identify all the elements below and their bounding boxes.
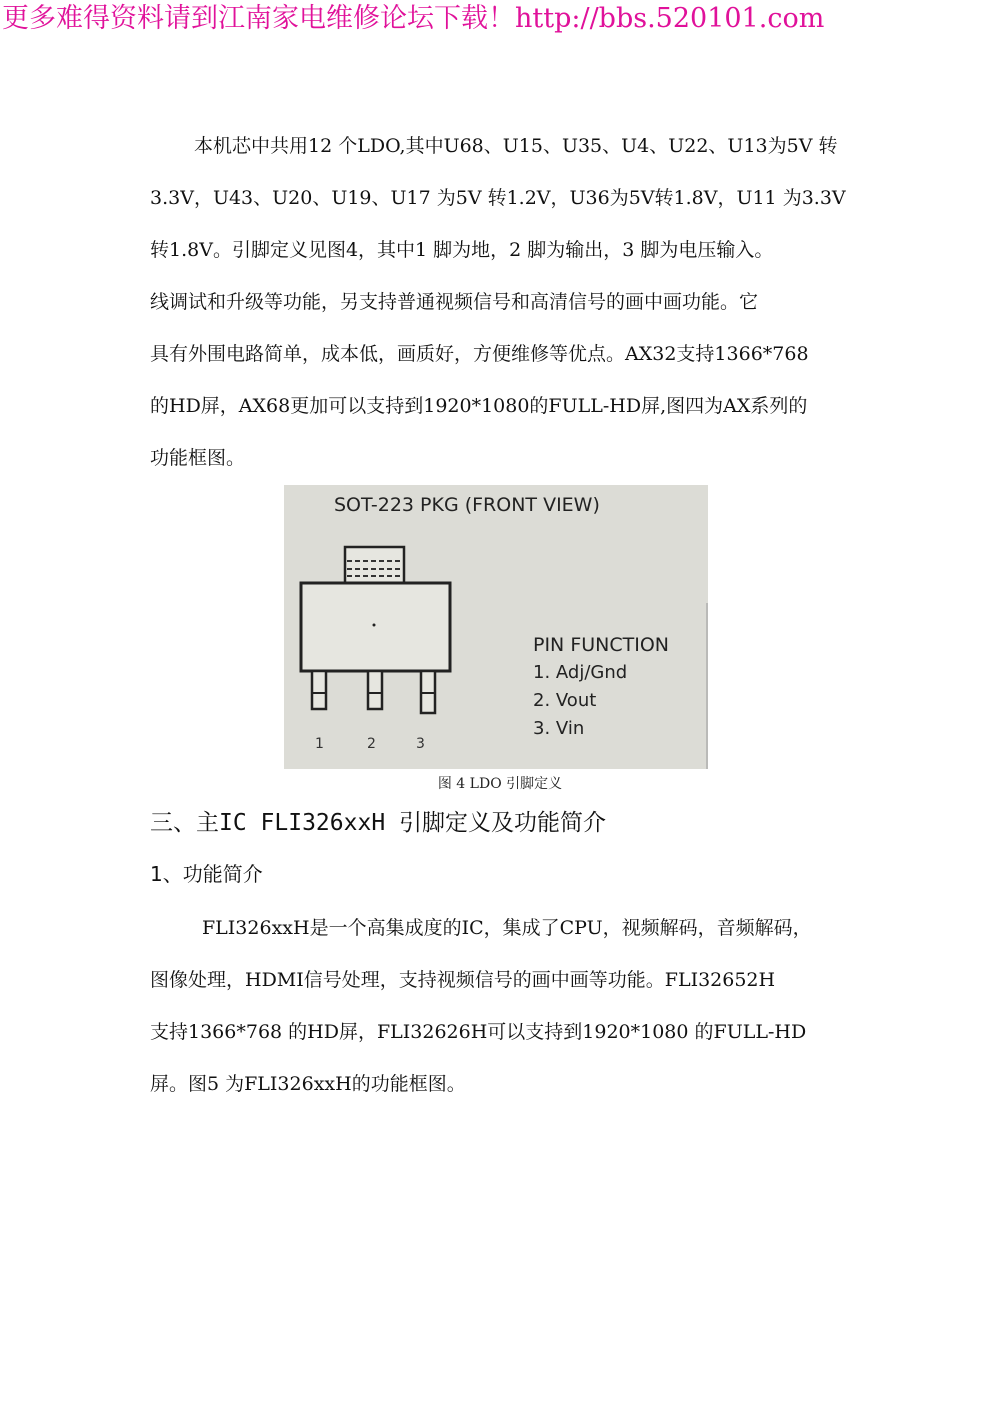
- function-line: 支持1366*768 的HD屏，FLI32626H可以支持到1920*1080 的FULL-HD: [150, 1021, 807, 1043]
- section-heading: 三、主IC FLI326xxH 引脚定义及功能简介: [150, 810, 607, 836]
- sot223-pinout-figure: [284, 485, 708, 769]
- package-tab: [345, 547, 404, 583]
- function-intro-paragraph: [150, 902, 850, 1110]
- sub-heading: 1、功能简介: [150, 862, 263, 886]
- pin-function-1: 1. Adj/Gnd: [533, 662, 628, 683]
- body-dot: [373, 624, 376, 627]
- function-line: 屏。图5 为FLI326xxH的功能框图。: [150, 1073, 466, 1095]
- intro-line: 转1.8V。引脚定义见图4，其中1 脚为地，2 脚为输出，3 脚为电压输入。: [150, 239, 774, 261]
- package-body: [301, 583, 450, 671]
- pin-number-1: 1: [315, 736, 324, 752]
- intro-line: 线调试和升级等功能，另支持普通视频信号和高清信号的画中画功能。它: [150, 291, 759, 313]
- function-line: 图像处理，HDMI信号处理，支持视频信号的画中画等功能。FLI32652H: [150, 969, 776, 991]
- watermark-banner: 更多难得资料请到江南家电维修论坛下载！http://bbs.520101.com: [2, 3, 825, 34]
- intro-paragraph: [150, 120, 850, 484]
- figure-title: SOT-223 PKG (FRONT VIEW): [334, 494, 600, 516]
- pin-function-label: PIN FUNCTION: [533, 634, 670, 656]
- pin-function-3: 3. Vin: [533, 718, 585, 739]
- function-line: FLI326xxH是一个高集成度的IC，集成了CPU，视频解码，音频解码，: [202, 917, 812, 939]
- intro-line: 的HD屏，AX68更加可以支持到1920*1080的FULL-HD屏,图四为AX系列的: [150, 395, 808, 417]
- sot223-diagram: [284, 485, 708, 769]
- intro-line: 本机芯中共用12 个LDO,其中U68、U15、U35、U4、U22、U13为5V 转: [194, 135, 838, 157]
- intro-line: 3.3V，U43、U20、U19、U17 为5V 转1.2V，U36为5V转1.8V，U11 为3.3V: [150, 187, 846, 209]
- intro-line: 具有外围电路简单，成本低，画质好，方便维修等优点。AX32支持1366*768: [150, 343, 809, 365]
- pin-function-2: 2. Vout: [533, 690, 597, 711]
- intro-line: 功能框图。: [150, 447, 246, 469]
- figure-caption: 图 4 LDO 引脚定义: [437, 776, 563, 792]
- pin-number-3: 3: [416, 736, 425, 752]
- pin-number-2: 2: [367, 736, 376, 752]
